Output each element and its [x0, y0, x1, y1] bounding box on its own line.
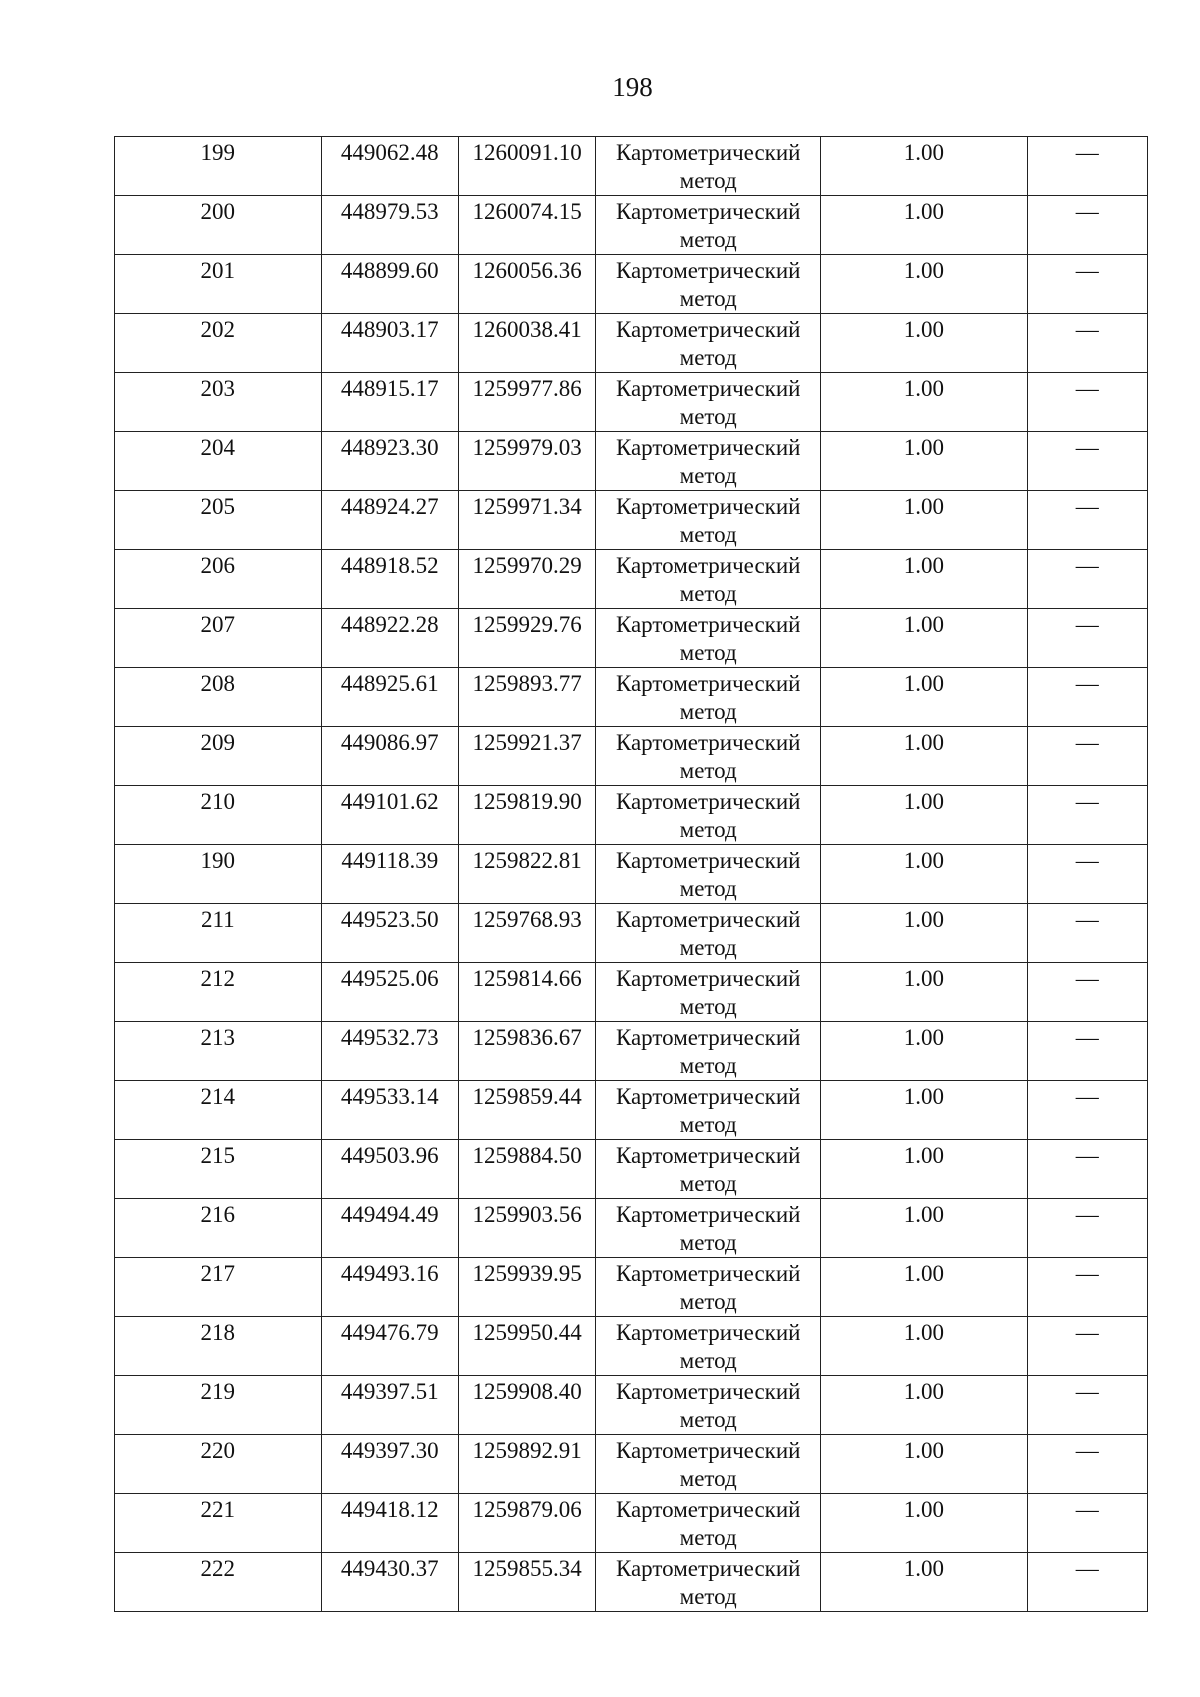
point-number-cell: 206 [115, 550, 322, 609]
point-number-cell: 220 [115, 1435, 322, 1494]
y-coordinate-cell: 1260056.36 [458, 255, 595, 314]
table-row [115, 904, 1148, 963]
y-coordinate-cell: 1259893.77 [458, 668, 595, 727]
x-coordinate-cell: 449397.51 [321, 1376, 458, 1435]
note-cell: — [1027, 1199, 1147, 1258]
x-coordinate-cell: 449062.48 [321, 137, 458, 196]
x-coordinate-cell: 448922.28 [321, 609, 458, 668]
y-coordinate-cell: 1259908.40 [458, 1376, 595, 1435]
point-number-cell: 190 [115, 845, 322, 904]
table-row [115, 609, 1148, 668]
precision-cell: 1.00 [821, 550, 1028, 609]
table-row [115, 1140, 1148, 1199]
method-cell: Картометрический метод [596, 196, 821, 255]
table-row [115, 1494, 1148, 1553]
x-coordinate-cell: 449493.16 [321, 1258, 458, 1317]
point-number-cell: 214 [115, 1081, 322, 1140]
table-row [115, 373, 1148, 432]
precision-cell: 1.00 [821, 137, 1028, 196]
method-cell: Картометрический метод [596, 314, 821, 373]
note-cell: — [1027, 1258, 1147, 1317]
note-cell: — [1027, 550, 1147, 609]
note-cell: — [1027, 1022, 1147, 1081]
y-coordinate-cell: 1259859.44 [458, 1081, 595, 1140]
table-row [115, 1435, 1148, 1494]
method-cell: Картометрический метод [596, 1376, 821, 1435]
x-coordinate-cell: 448915.17 [321, 373, 458, 432]
table-row [115, 255, 1148, 314]
method-cell: Картометрический метод [596, 373, 821, 432]
method-cell: Картометрический метод [596, 786, 821, 845]
table-row [115, 137, 1148, 196]
precision-cell: 1.00 [821, 432, 1028, 491]
y-coordinate-cell: 1259977.86 [458, 373, 595, 432]
x-coordinate-cell: 449503.96 [321, 1140, 458, 1199]
y-coordinate-cell: 1259950.44 [458, 1317, 595, 1376]
note-cell: — [1027, 432, 1147, 491]
x-coordinate-cell: 449118.39 [321, 845, 458, 904]
method-cell: Картометрический метод [596, 432, 821, 491]
y-coordinate-cell: 1259939.95 [458, 1258, 595, 1317]
precision-cell: 1.00 [821, 373, 1028, 432]
y-coordinate-cell: 1259892.91 [458, 1435, 595, 1494]
note-cell: — [1027, 1376, 1147, 1435]
method-cell: Картометрический метод [596, 1553, 821, 1612]
table-row [115, 845, 1148, 904]
precision-cell: 1.00 [821, 1376, 1028, 1435]
note-cell: — [1027, 196, 1147, 255]
table-row [115, 550, 1148, 609]
x-coordinate-cell: 449533.14 [321, 1081, 458, 1140]
precision-cell: 1.00 [821, 609, 1028, 668]
table-row [115, 491, 1148, 550]
note-cell: — [1027, 1081, 1147, 1140]
x-coordinate-cell: 449525.06 [321, 963, 458, 1022]
point-number-cell: 200 [115, 196, 322, 255]
point-number-cell: 213 [115, 1022, 322, 1081]
table-row [115, 1553, 1148, 1612]
x-coordinate-cell: 448923.30 [321, 432, 458, 491]
point-number-cell: 210 [115, 786, 322, 845]
precision-cell: 1.00 [821, 491, 1028, 550]
method-cell: Картометрический метод [596, 491, 821, 550]
method-cell: Картометрический метод [596, 1317, 821, 1376]
method-cell: Картометрический метод [596, 137, 821, 196]
point-number-cell: 212 [115, 963, 322, 1022]
precision-cell: 1.00 [821, 786, 1028, 845]
note-cell: — [1027, 373, 1147, 432]
precision-cell: 1.00 [821, 845, 1028, 904]
table-row [115, 963, 1148, 1022]
method-cell: Картометрический метод [596, 1435, 821, 1494]
x-coordinate-cell: 449532.73 [321, 1022, 458, 1081]
method-cell: Картометрический метод [596, 904, 821, 963]
note-cell: — [1027, 1435, 1147, 1494]
point-number-cell: 222 [115, 1553, 322, 1612]
precision-cell: 1.00 [821, 1081, 1028, 1140]
method-cell: Картометрический метод [596, 1081, 821, 1140]
page-number: 198 [612, 72, 653, 102]
method-cell: Картометрический метод [596, 963, 821, 1022]
x-coordinate-cell: 448918.52 [321, 550, 458, 609]
method-cell: Картометрический метод [596, 1199, 821, 1258]
point-number-cell: 201 [115, 255, 322, 314]
table-row [115, 1022, 1148, 1081]
precision-cell: 1.00 [821, 1258, 1028, 1317]
y-coordinate-cell: 1259879.06 [458, 1494, 595, 1553]
precision-cell: 1.00 [821, 1494, 1028, 1553]
y-coordinate-cell: 1259836.67 [458, 1022, 595, 1081]
point-number-cell: 208 [115, 668, 322, 727]
precision-cell: 1.00 [821, 1140, 1028, 1199]
point-number-cell: 221 [115, 1494, 322, 1553]
x-coordinate-cell: 449418.12 [321, 1494, 458, 1553]
method-cell: Картометрический метод [596, 255, 821, 314]
x-coordinate-cell: 449476.79 [321, 1317, 458, 1376]
y-coordinate-cell: 1259929.76 [458, 609, 595, 668]
precision-cell: 1.00 [821, 1022, 1028, 1081]
x-coordinate-cell: 449397.30 [321, 1435, 458, 1494]
point-number-cell: 218 [115, 1317, 322, 1376]
x-coordinate-cell: 448903.17 [321, 314, 458, 373]
y-coordinate-cell: 1259921.37 [458, 727, 595, 786]
y-coordinate-cell: 1260091.10 [458, 137, 595, 196]
table-row [115, 1081, 1148, 1140]
precision-cell: 1.00 [821, 196, 1028, 255]
point-number-cell: 199 [115, 137, 322, 196]
x-coordinate-cell: 449523.50 [321, 904, 458, 963]
precision-cell: 1.00 [821, 963, 1028, 1022]
point-number-cell: 204 [115, 432, 322, 491]
y-coordinate-cell: 1259970.29 [458, 550, 595, 609]
precision-cell: 1.00 [821, 255, 1028, 314]
point-number-cell: 203 [115, 373, 322, 432]
note-cell: — [1027, 727, 1147, 786]
note-cell: — [1027, 1317, 1147, 1376]
table-row [115, 1258, 1148, 1317]
y-coordinate-cell: 1259768.93 [458, 904, 595, 963]
note-cell: — [1027, 137, 1147, 196]
x-coordinate-cell: 449494.49 [321, 1199, 458, 1258]
method-cell: Картометрический метод [596, 550, 821, 609]
point-number-cell: 216 [115, 1199, 322, 1258]
precision-cell: 1.00 [821, 1553, 1028, 1612]
note-cell: — [1027, 1140, 1147, 1199]
x-coordinate-cell: 449101.62 [321, 786, 458, 845]
note-cell: — [1027, 1494, 1147, 1553]
note-cell: — [1027, 491, 1147, 550]
point-number-cell: 202 [115, 314, 322, 373]
y-coordinate-cell: 1259903.56 [458, 1199, 595, 1258]
table-row [115, 1376, 1148, 1435]
note-cell: — [1027, 963, 1147, 1022]
table-row [115, 1199, 1148, 1258]
point-number-cell: 205 [115, 491, 322, 550]
y-coordinate-cell: 1259819.90 [458, 786, 595, 845]
point-number-cell: 215 [115, 1140, 322, 1199]
point-number-cell: 219 [115, 1376, 322, 1435]
point-number-cell: 211 [115, 904, 322, 963]
x-coordinate-cell: 449086.97 [321, 727, 458, 786]
method-cell: Картометрический метод [596, 1258, 821, 1317]
precision-cell: 1.00 [821, 668, 1028, 727]
note-cell: — [1027, 314, 1147, 373]
table-row [115, 314, 1148, 373]
y-coordinate-cell: 1259822.81 [458, 845, 595, 904]
note-cell: — [1027, 904, 1147, 963]
note-cell: — [1027, 1553, 1147, 1612]
coordinates-table-body [115, 137, 1148, 1612]
x-coordinate-cell: 448979.53 [321, 196, 458, 255]
x-coordinate-cell: 448924.27 [321, 491, 458, 550]
coordinates-table [114, 136, 1148, 1612]
point-number-cell: 217 [115, 1258, 322, 1317]
table-row [115, 727, 1148, 786]
table-row [115, 196, 1148, 255]
method-cell: Картометрический метод [596, 1022, 821, 1081]
method-cell: Картометрический метод [596, 609, 821, 668]
x-coordinate-cell: 448925.61 [321, 668, 458, 727]
method-cell: Картометрический метод [596, 727, 821, 786]
note-cell: — [1027, 668, 1147, 727]
point-number-cell: 207 [115, 609, 322, 668]
precision-cell: 1.00 [821, 1199, 1028, 1258]
precision-cell: 1.00 [821, 727, 1028, 786]
y-coordinate-cell: 1260038.41 [458, 314, 595, 373]
x-coordinate-cell: 449430.37 [321, 1553, 458, 1612]
method-cell: Картометрический метод [596, 1494, 821, 1553]
y-coordinate-cell: 1259884.50 [458, 1140, 595, 1199]
point-number-cell: 209 [115, 727, 322, 786]
x-coordinate-cell: 448899.60 [321, 255, 458, 314]
note-cell: — [1027, 786, 1147, 845]
note-cell: — [1027, 845, 1147, 904]
method-cell: Картометрический метод [596, 1140, 821, 1199]
note-cell: — [1027, 609, 1147, 668]
y-coordinate-cell: 1259855.34 [458, 1553, 595, 1612]
y-coordinate-cell: 1260074.15 [458, 196, 595, 255]
table-row [115, 786, 1148, 845]
precision-cell: 1.00 [821, 314, 1028, 373]
note-cell: — [1027, 255, 1147, 314]
y-coordinate-cell: 1259814.66 [458, 963, 595, 1022]
precision-cell: 1.00 [821, 904, 1028, 963]
table-row [115, 1317, 1148, 1376]
table-row [115, 432, 1148, 491]
y-coordinate-cell: 1259979.03 [458, 432, 595, 491]
method-cell: Картометрический метод [596, 668, 821, 727]
y-coordinate-cell: 1259971.34 [458, 491, 595, 550]
table-row [115, 668, 1148, 727]
precision-cell: 1.00 [821, 1435, 1028, 1494]
method-cell: Картометрический метод [596, 845, 821, 904]
precision-cell: 1.00 [821, 1317, 1028, 1376]
